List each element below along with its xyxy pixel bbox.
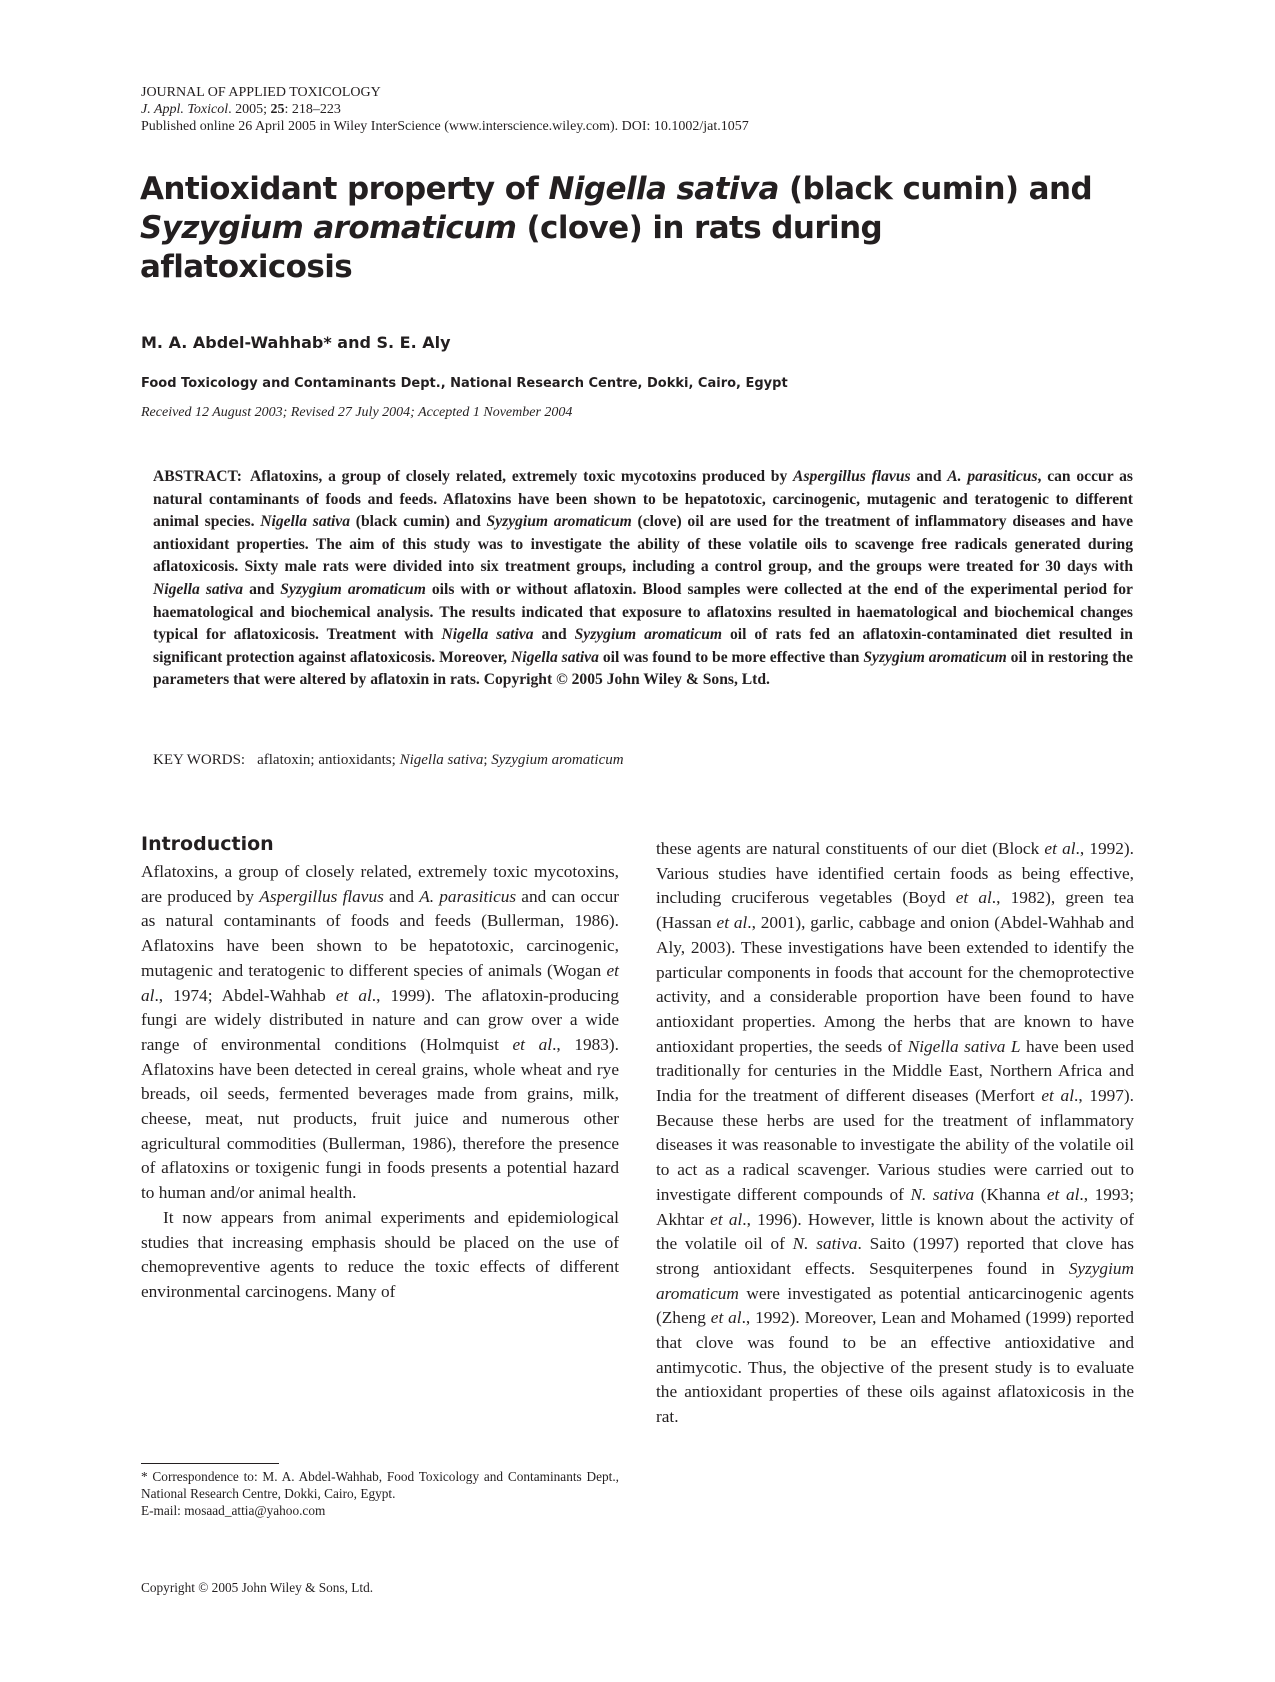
page-copyright: Copyright © 2005 John Wiley & Sons, Ltd. bbox=[141, 1580, 374, 1595]
correspondence-footnote: * Correspondence to: M. A. Abdel-Wahhab, Food Toxicology and Contaminants Dept., National Research Centre, Dokki, Cairo, Egypt. E-mail: mosaad_attia@yahoo.com bbox=[141, 1469, 619, 1518]
abstract: ABSTRACT: Aflatoxins, a group of closely related, extremely toxic mycotoxins produced by Aspergillus flavus and A. parasiticus, can occur as natural contaminants of foods and feeds. Aflatoxins have been shown to be hepatotoxic, carcinogenic, mutagenic and teratogenic to different animal species. Nigella sativa (black cumin) and Syzygium aromaticum (clove) oil are used for the treatment of inflammatory diseases and have antioxidant properties. The aim of this study was to investigate the ability of these volatile oils to scavenge free radicals generated during aflatoxicosis. Sixty male rats were divided into six treatment groups, including a control group, and the groups were treated for 30 days with Nigella sativa and Syzygium aromaticum oils with or without aflatoxin. Blood samples were collected at the end of the experimental period for haematological and biochemical analysis. The results indicated that exposure to aflatoxins resulted in haematological and biochemical changes typical for aflatoxicosis. Treatment with Nigella sativa and Syzygium aromaticum oil of rats fed an aflatoxin-contaminated diet resulted in significant protection against aflatoxicosis. Moreover, Nigella sativa oil was found to be more effective than Syzygium aromaticum oil in restoring the parameters that were altered by aflatoxin in rats. Copyright © 2005 John Wiley & Sons, Ltd. bbox=[153, 468, 1134, 689]
publication-info: Published online 26 April 2005 in Wiley InterScience (www.interscience.wiley.com). DOI: 10.1002/jat.1057 bbox=[141, 119, 749, 134]
section-heading-introduction: Introduction bbox=[141, 833, 274, 855]
body-column-left bbox=[141, 860, 619, 1305]
affiliation: Food Toxicology and Contaminants Dept., National Research Centre, Dokki, Cairo, Egypt bbox=[141, 376, 788, 391]
paragraph: these agents are natural constituents of our diet (Block et al., 1992). Various studies have identified certain foods as being effective, including cruciferous vegetables (Boyd et al., 1982), green tea (Hassan et al., 2001), garlic, cabbage and onion (Abdel-Wahhab and Aly, 2003). These investigations have been extended to identify the particular components in foods that account for the chemoprotective activity, and a considerable proportion have been found to have antioxidant properties. Among the herbs that are known to have antioxidant properties, the seeds of Nigella sativa L have been used traditionally for centuries in the Middle East, Northern Africa and India for the treatment of different diseases (Merfort et al., 1997). Because these herbs are used for the treatment of inflammatory diseases it was reasonable to investigate the ability of the volatile oil to act as a radical scavenger. Various studies were carried out to investigate different compounds of N. sativa (Khanna et al., 1993; Akhtar et al., 1996). However, little is known about the activity of the volatile oil of N. sativa. Saito (1997) reported that clove has strong antioxidant effects. Sesquiterpenes found in Syzygium aromaticum were investigated as potential anticarcinogenic agents (Zheng et al., 1992). Moreover, Lean and Mohamed (1999) reported that clove was found to be an effective antioxidative and antimycotic. Thus, the objective of the present study is to evaluate the antioxidant properties of these oils against aflatoxicosis in the rat. bbox=[656, 839, 1135, 1427]
journal-name: JOURNAL OF APPLIED TOXICOLOGY bbox=[141, 85, 381, 100]
correspondence-email[interactable]: E-mail: mosaad_attia@yahoo.com bbox=[141, 1503, 326, 1518]
abstract-label: ABSTRACT: bbox=[153, 468, 242, 485]
article-title: Antioxidant property of Nigella sativa (black cumin) and Syzygium aromaticum (clove) in rats during aflatoxicosis bbox=[140, 171, 1093, 285]
submission-dates: Received 12 August 2003; Revised 27 July 2004; Accepted 1 November 2004 bbox=[141, 405, 573, 420]
footnote-divider bbox=[141, 1463, 279, 1464]
authors: M. A. Abdel-Wahhab* and S. E. Aly bbox=[141, 333, 451, 352]
body-column-right bbox=[656, 837, 1134, 1430]
keywords-label: KEY WORDS: bbox=[153, 752, 246, 768]
paragraph: It now appears from animal experiments and epidemiological studies that increasing emphasis should be placed on the use of chemopreventive agents to reduce the toxic effects of different environmental carcinogens. Many of bbox=[141, 1207, 619, 1301]
journal-header bbox=[141, 84, 749, 135]
journal-citation: J. Appl. Toxicol. 2005; 25: 218–223 bbox=[141, 102, 341, 117]
paragraph: Aflatoxins, a group of closely related, extremely toxic mycotoxins, are produced by Aspergillus flavus and A. parasiticus and can occur as natural contaminants of foods and feeds (Bullerman, 1986). Aflatoxins have been shown to be hepatotoxic, carcinogenic, mutagenic and teratogenic to different species of animals (Wogan et al., 1974; Abdel-Wahhab et al., 1999). The aflatoxin-producing fungi are widely distributed in nature and can grow over a wide range of environmental conditions (Holmquist et al., 1983). Aflatoxins have been detected in cereal grains, whole wheat and rye breads, oil seeds, fermented beverages made from grains, milk, cheese, meat, nut products, fruit juice and numerous other agricultural commodities (Bullerman, 1986), therefore the presence of aflatoxins or toxigenic fungi in foods presents a potential hazard to human and/or animal health. bbox=[141, 862, 620, 1203]
keywords: KEY WORDS: aflatoxin; antioxidants; Nigella sativa; Syzygium aromaticum bbox=[153, 752, 624, 768]
